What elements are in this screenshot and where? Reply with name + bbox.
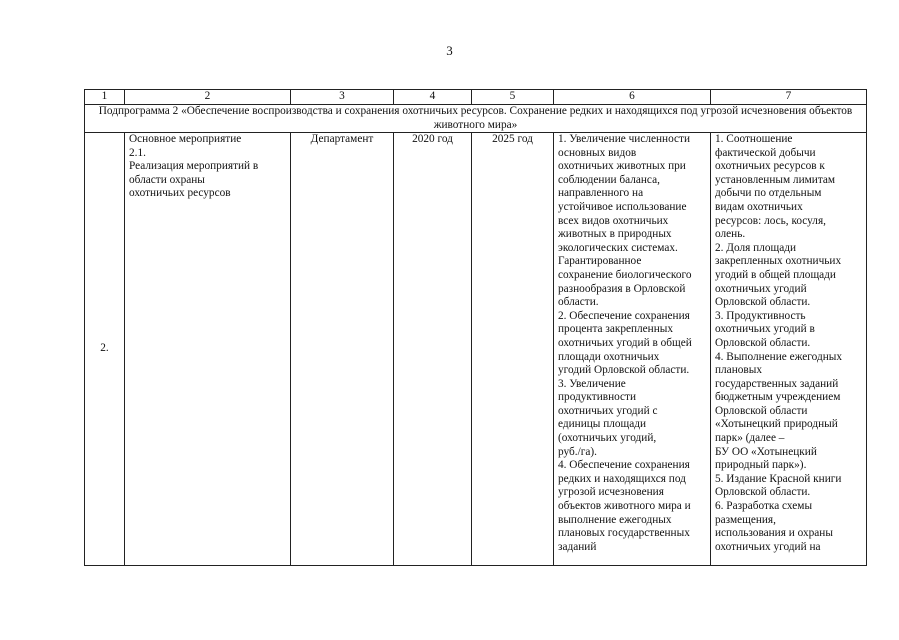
- column-number: 5: [472, 90, 554, 105]
- subprogram-row: [85, 105, 867, 133]
- expected-results-cell: 1. Увеличение численности основных видов охотничьих животных при соблюдении баланса, направленного на устойчивое использование всех видов охотничьих животных в природных экологических системах. Гарантированное сохранение биологического разнообразия в Орловской области. 2. Обеспечение сохранения процента закрепленных охотничьих угодий в общей площади охотничьих угодий Орловской области. 3. Увеличение продуктивности охотничьих угодий с единицы площади (охотничьих угодий, руб./га). 4. Обеспечение сохранения редких и находящихся под угрозой исчезновения объектов животного мира и выполнение ежегодных плановых государственных заданий: [554, 133, 711, 566]
- column-number: 1: [85, 90, 125, 105]
- program-table: [84, 89, 867, 566]
- table-row: [85, 133, 867, 566]
- start-year-cell: 2020 год: [394, 133, 472, 566]
- page-number: 3: [446, 43, 453, 58]
- column-number: 3: [291, 90, 394, 105]
- column-number: 2: [125, 90, 291, 105]
- executor-cell: Департамент: [291, 133, 394, 566]
- end-year-cell: 2025 год: [472, 133, 554, 566]
- row-number: 2.: [85, 133, 125, 566]
- column-number: 7: [711, 90, 867, 105]
- column-number: 6: [554, 90, 711, 105]
- subprogram-title: Подпрограмма 2 «Обеспечение воспроизводства и сохранения охотничьих ресурсов. Сохранение редких и находящихся под угрозой исчезновения объектов животного мира»: [85, 105, 867, 133]
- event-name-cell: Основное мероприятие 2.1. Реализация мероприятий в области охраны охотничьих ресурсов: [125, 133, 291, 566]
- column-number-row: [85, 90, 867, 105]
- indicators-cell: 1. Соотношение фактической добычи охотничьих ресурсов к установленным лимитам добычи по отдельным видам охотничьих ресурсов: лось, косуля, олень. 2. Доля площади закрепленных охотничьих угодий в общей площади охотничьих угодий Орловской области. 3. Продуктивность охотничьих угодий в Орловской области. 4. Выполнение ежегодных плановых государственных заданий бюджетным учреждением Орловской области «Хотынецкий природный парк» (далее – БУ ОО «Хотынецкий природный парк»). 5. Издание Красной книги Орловской области. 6. Разработка схемы размещения, использования и охраны охотничьих угодий на: [711, 133, 867, 566]
- column-number: 4: [394, 90, 472, 105]
